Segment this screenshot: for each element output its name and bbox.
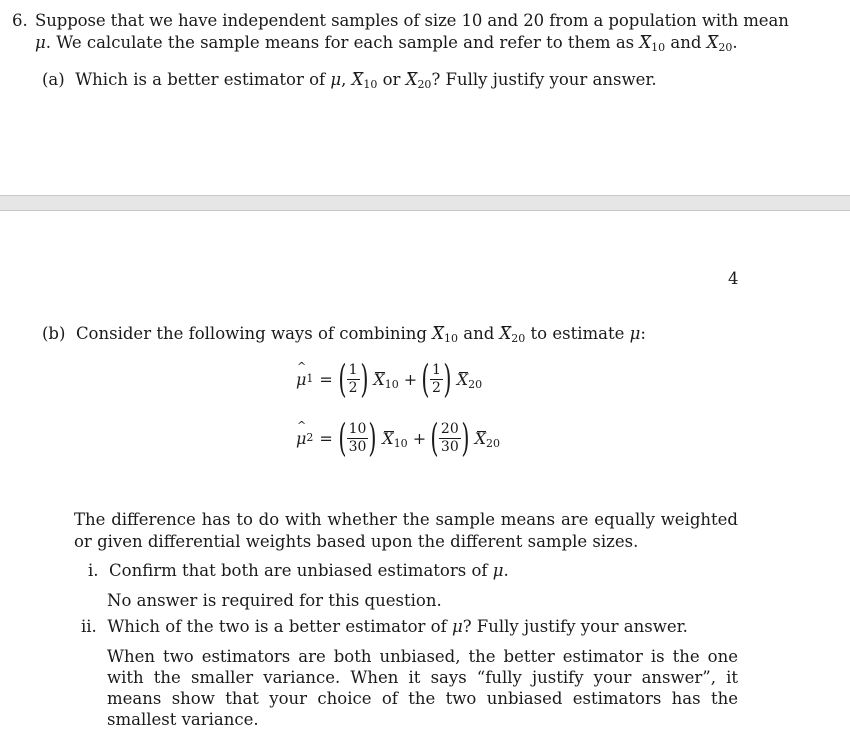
- mu-symbol: μ: [492, 561, 504, 580]
- equation-muhat-1: ^ μ 1 = ( $\frac{1}{2}$ ) $X_{10}$ + ( $\frac{1}{2}$ ) $X_{20}$: [296, 360, 482, 398]
- note-paragraph: The difference has to do with whether the sample means are equally weighted or given differential weights based upon the different sample sizes.: [74, 510, 738, 551]
- question-6-line2: [35, 33, 738, 52]
- right-paren: ): [368, 416, 377, 460]
- sub-20: 20: [417, 78, 432, 91]
- left-paren: (: [430, 416, 439, 460]
- fraction: [439, 421, 461, 454]
- sub-10: 10: [393, 436, 408, 450]
- sub-20: 20: [485, 436, 500, 450]
- fraction: [347, 421, 369, 454]
- sub-20: 20: [718, 41, 733, 54]
- sub-20: 20: [468, 377, 483, 391]
- fraction: [347, 362, 360, 395]
- item-ii-text1: Which of the two is a better estimator of: [107, 617, 447, 636]
- part-b: [42, 324, 646, 343]
- left-paren: (: [421, 357, 430, 401]
- xbar-10: X: [351, 70, 364, 89]
- numerator: 1: [348, 362, 358, 379]
- equals-sign: =: [319, 369, 333, 389]
- xbar-10: X: [382, 428, 394, 448]
- part-b-text1: Consider the following ways of combining: [75, 324, 427, 343]
- xbar-10: X: [432, 324, 444, 343]
- comma: ,: [341, 70, 347, 89]
- numerator: 1: [432, 362, 441, 379]
- mu-symbol: μ: [330, 70, 342, 89]
- item-i-label: i.: [88, 561, 99, 580]
- period: .: [732, 33, 738, 52]
- denominator: 2: [432, 379, 441, 396]
- xbar-20: X: [499, 324, 512, 343]
- sub-20: 20: [511, 332, 526, 345]
- xbar-20: X: [405, 70, 418, 89]
- right-paren: ): [443, 357, 452, 401]
- muhat-symbol: ^ μ: [296, 429, 306, 448]
- sub-10: 10: [651, 41, 666, 54]
- denominator: 2: [348, 379, 358, 396]
- colon: :: [640, 324, 646, 343]
- numerator: 20: [440, 421, 459, 438]
- fraction: [430, 362, 443, 395]
- part-b-label: (b): [42, 324, 66, 343]
- plus-sign: +: [403, 369, 418, 389]
- sub-10: 10: [384, 377, 399, 391]
- xbar-10: X: [639, 33, 652, 52]
- mu-symbol: μ: [451, 617, 463, 636]
- and-word: and: [670, 33, 702, 52]
- period: .: [503, 561, 509, 580]
- sub-10: 10: [363, 78, 378, 91]
- item-ii: [81, 617, 688, 636]
- sub-10: 10: [444, 332, 458, 345]
- equation-muhat-2: ^ μ 2 = ( $\frac{10}{30}$ ) $X_{10}$ + ( $\frac{20}{30}$ ) $X_{20}$: [296, 419, 500, 457]
- item-ii-label: ii.: [81, 617, 97, 636]
- xbar-10: X: [373, 369, 385, 389]
- part-a-text1: Which is a better estimator of: [75, 70, 326, 89]
- part-a: [42, 70, 657, 89]
- or-word: or: [382, 70, 401, 89]
- question-6-line1: Suppose that we have independent samples of size 10 and 20 from a population with mean: [35, 11, 789, 30]
- page-number: 4: [728, 269, 739, 288]
- muhat-symbol: ^ μ: [296, 370, 306, 389]
- xbar-20: X: [706, 33, 719, 52]
- part-b-text2: to estimate: [530, 324, 625, 343]
- mu-symbol: μ: [35, 33, 46, 52]
- page-break-divider: [0, 195, 850, 211]
- right-paren: ): [359, 357, 369, 401]
- plus-sign: +: [412, 428, 427, 448]
- left-paren: (: [338, 416, 347, 460]
- and-word: and: [463, 324, 495, 343]
- numerator: 10: [348, 421, 367, 438]
- part-a-text2: ? Fully justify your answer.: [431, 70, 657, 89]
- item-i-answer: No answer is required for this question.: [107, 591, 442, 610]
- left-paren: (: [338, 357, 347, 401]
- part-a-label: (a): [42, 70, 65, 89]
- item-ii-answer: When two estimators are both unbiased, the better estimator is the one with the smaller variance. When it says “fully justify your answer”, it means show that your choice of the two unbiased estimators has the smallest variance.: [107, 647, 738, 729]
- q6-line2-text: . We calculate the sample means for each sample and refer to them as: [45, 33, 635, 52]
- xbar-20: X: [474, 428, 486, 448]
- item-ii-text2: ? Fully justify your answer.: [462, 617, 688, 636]
- denominator: 30: [440, 438, 459, 455]
- xbar-20: X: [456, 369, 469, 389]
- item-i-text: Confirm that both are unbiased estimators of: [109, 561, 488, 580]
- item-i: [88, 561, 509, 580]
- denominator: 30: [348, 438, 367, 455]
- equals-sign: =: [319, 428, 333, 448]
- right-paren: ): [461, 416, 470, 460]
- question-number: 6.: [12, 11, 28, 30]
- mu-symbol: μ: [629, 324, 641, 343]
